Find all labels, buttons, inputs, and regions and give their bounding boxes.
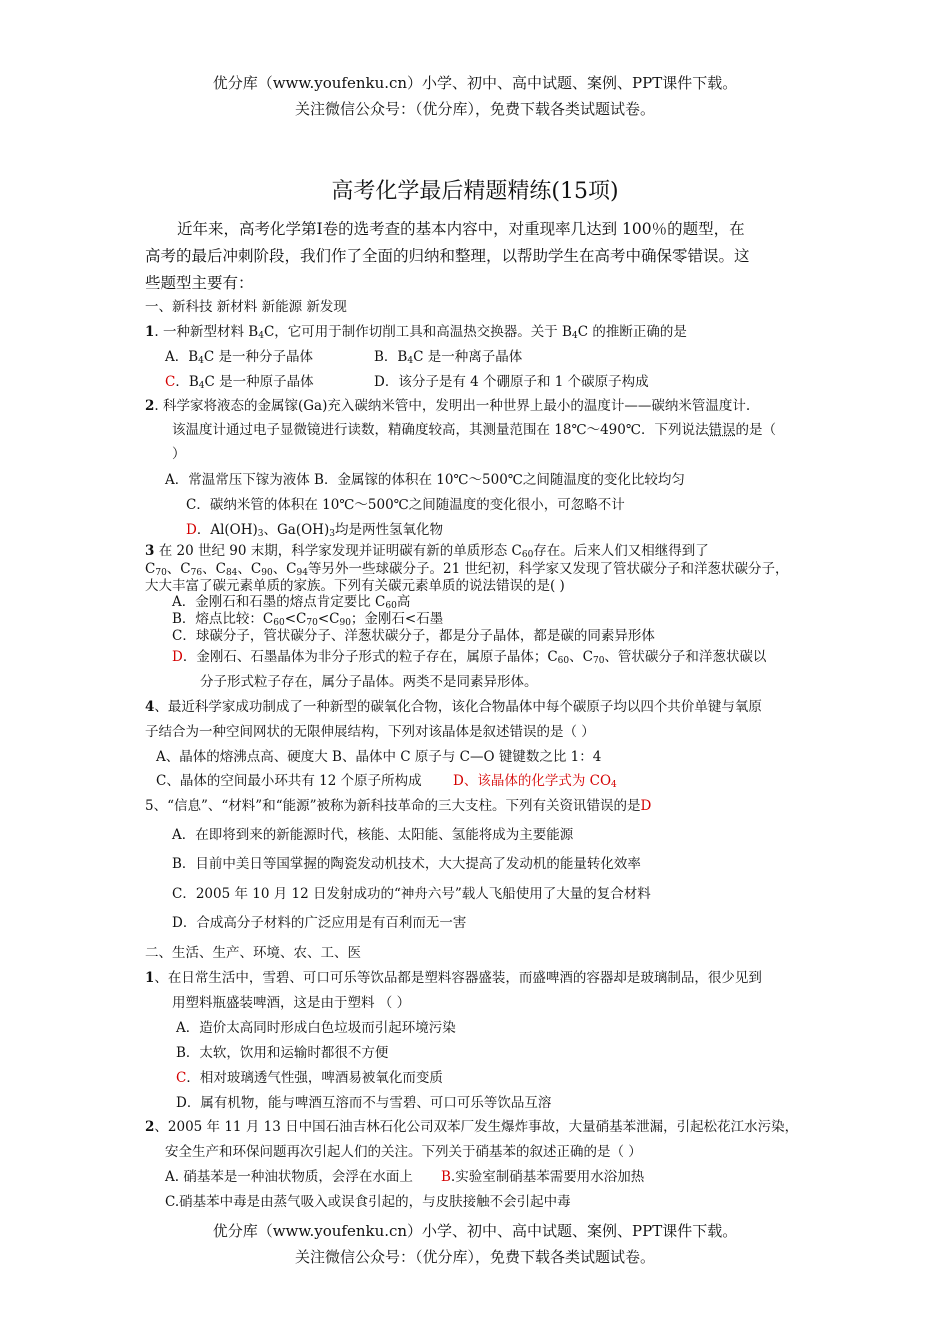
question-1-option-c: C．$B_4C$ 是一种原子晶体 [165,374,314,391]
question-5-option-b: B．目前中美日等国掌握的陶瓷发动机技术，大大提高了发动机的能量转化效率 [172,856,641,872]
intro-line-1: 近年来，高考化学第Ⅰ卷的选考查的基本内容中，对重现率几达到 100％的题型，在 [177,220,745,238]
footer-line-1: 优分库（www.youfenku.cn）小学、初中、高中试题、案例、PPT课件下载。 [212,1222,738,1240]
question-4-option-d: D、该晶体的化学式为 $CO_4$ [453,773,617,790]
problem-2-option-b: B.实验室制硝基苯需要用水浴加热 [441,1169,645,1185]
question-3-stem-line-1: 3 在 20 世纪 90 末期，科学家发现并证明碳有新的单质形态 $C_{60}$存在。后来人们又相继得到了 [145,543,709,560]
header-line-1: 优分库（www.youfenku.cn）小学、初中、高中试题、案例、PPT课件下载。 [212,74,738,92]
question-3-option-c: C．球碳分子，管状碳分子、洋葱状碳分子，都是分子晶体，都是碳的同素异形体 [172,628,655,644]
section-heading-1: 一、新科技 新材料 新能源 新发现 [145,299,347,315]
question-1-stem: 1. 一种新型材料 $B_4C$，它可用于制作切削工具和高温热交换器。关于 $B_4C$ 的推断正确的是 [145,324,687,341]
problem-1-option-b: B．太软，饮用和运输时都很不方便 [176,1045,389,1061]
problem-1-stem-line-2: 用塑料瓶盛装啤酒，这是由于塑料 （ ） [172,995,411,1011]
question-5-stem: 5、“信息”、“材料”和“能源”被称为新科技革命的三大支柱。下列有关资讯错误的是D [145,798,652,814]
question-3-option-b: B．熔点比较：$C_{60}<C_{70}<C_{90}$；金刚石<石墨 [172,611,444,628]
question-3-option-d: D．金刚石、石墨晶体为非分子形式的粒子存在，属原子晶体；$C_{60}$、$C_{70}$、管状碳分子和洋葱状碳以 [172,649,767,666]
question-1-option-d: D．该分子是有 4 个硼原子和 1 个碳原子构成 [374,374,649,390]
question-3-stem-line-3: 大大丰富了碳元素单质的家族。下列有关碳元素单质的说法错误的是( ) [145,578,565,594]
question-3-option-d-cont: 分子形式粒子存在，属分子晶体。两类不是同素异形体。 [200,674,538,690]
question-5-option-d: D．合成高分子材料的广泛应用是有百利而无一害 [172,915,467,931]
problem-1-option-c: C．相对玻璃透气性强，啤酒易被氧化而变质 [176,1070,443,1086]
intro-line-3: 些题型主要有： [145,274,254,292]
problem-1-option-d: D．属有机物，能与啤酒互溶而不与雪碧、可口可乐等饮品互溶 [176,1095,552,1111]
question-2-stem-line-2: 该温度计通过电子显微镜进行读数，精确度较高，其测量范围在 18℃～490℃．下列说法错误的是（ [172,422,776,438]
footer-line-2: 关注微信公众号：（优分库），免费下载各类试题试卷。 [294,1248,655,1266]
problem-2-option-a: A. 硝基苯是一种油状物质，会浮在水面上 [165,1169,413,1185]
question-5-option-c: C．2005 年 10 月 12 日发射成功的“神舟六号”载人飞船使用了大量的复合材料 [172,886,651,902]
question-2-options-ab: A．常温常压下镓为液体 B．金属镓的体积在 10℃～500℃之间随温度的变化比较均匀 [165,472,685,488]
intro-line-2: 高考的最后冲刺阶段，我们作了全面的归纳和整理，以帮助学生在高考中确保零错误。这 [145,247,750,265]
problem-2-option-c: C.硝基苯中毒是由蒸气吸入或误食引起的，与皮肤接触不会引起中毒 [165,1194,571,1210]
header-line-2: 关注微信公众号：（优分库），免费下载各类试题试卷。 [294,100,655,118]
problem-2-stem-line-1: 2、2005 年 11 月 13 日中国石油吉林石化公司双苯厂发生爆炸事故，大量硝基苯泄漏，引起松花江水污染， [145,1119,799,1135]
question-2-stem-line-3: ） [172,446,186,462]
question-5-option-a: A．在即将到来的新能源时代，核能、太阳能、氢能将成为主要能源 [172,827,574,843]
question-4-stem-line-1: 4、最近科学家成功制成了一种新型的碳氧化合物，该化合物晶体中每个碳原子均以四个共价单键与氧原 [145,699,762,715]
problem-2-stem-line-2: 安全生产和环保问题再次引起人们的关注。下列关于硝基苯的叙述正确的是（ ） [165,1144,642,1160]
question-2-option-d: D．$Al(OH)_3$、$Ga(OH)_3$均是两性氢氧化物 [186,522,443,539]
question-3-option-a: A．金刚石和石墨的熔点肯定要比 $C_{60}$高 [172,594,411,611]
question-4-options-ab: A、晶体的熔沸点高、硬度大 B、晶体中 C 原子与 C—O 键键数之比 1：4 [156,749,602,765]
question-2-option-c: C．碳纳米管的体积在 10℃～500℃之间随温度的变化很小，可忽略不计 [186,497,625,513]
page-title: 高考化学最后精题精练(15项) [331,179,619,204]
question-1-option-b: B．$B_4C$ 是一种离子晶体 [374,349,523,366]
question-3-stem-line-2: $C_{70}$、$C_{76}$、$C_{84}$、$C_{90}$、$C_{94}$等另外一些球碳分子。21 世纪初，科学家又发现了管状碳分子和洋葱状碳分子， [145,561,789,578]
question-4-stem-line-2: 子结合为一种空间网状的无限伸展结构，下列对该晶体是叙述错误的是（ ） [145,724,595,740]
problem-1-option-a: A．造价太高同时形成白色垃圾而引起环境污染 [176,1020,456,1036]
problem-1-stem-line-1: 1、在日常生活中，雪碧、可口可乐等饮品都是塑料容器盛装，而盛啤酒的容器却是玻璃制品，很少见到 [145,970,762,986]
question-2-stem-line-1: 2. 科学家将液态的金属镓(Ga)充入碳纳米管中，发明出一种世界上最小的温度计——碳纳米管温度计. [145,398,751,414]
question-1-option-a: A．$B_4C$ 是一种分子晶体 [165,349,314,366]
section-heading-2: 二、生活、生产、环境、农、工、医 [145,945,361,961]
question-4-option-c: C、晶体的空间最小环共有 12 个原子所构成 [156,773,422,789]
